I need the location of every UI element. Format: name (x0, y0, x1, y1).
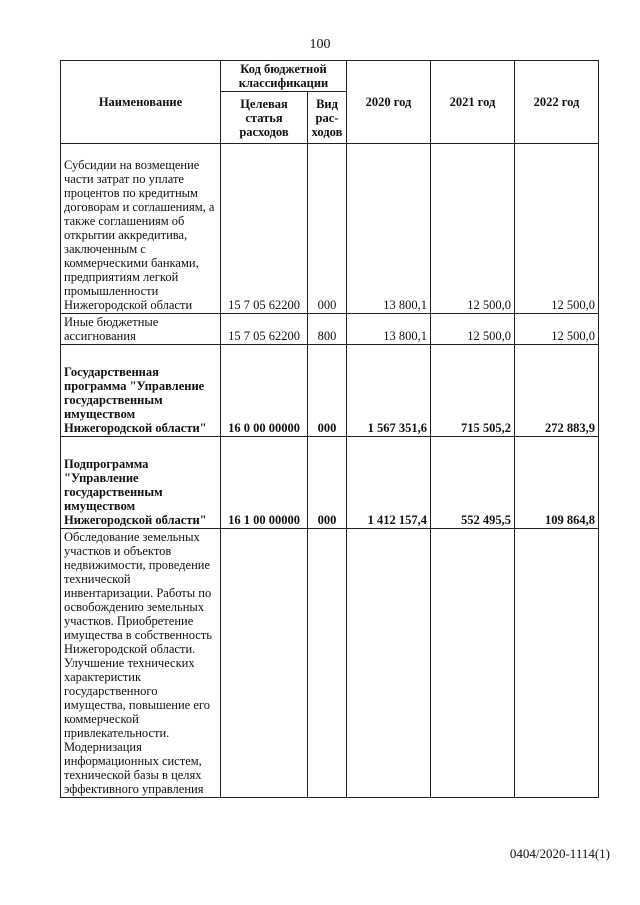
row-expense-type (308, 529, 347, 798)
row-expense-type: 800 (308, 314, 347, 345)
row-value-2022: 12 500,0 (515, 314, 599, 345)
page-number: 100 (309, 37, 331, 52)
row-value-2021: 12 500,0 (431, 314, 515, 345)
row-value-2020: 1 567 351,6 (347, 345, 431, 437)
header-expense-type: Вид рас-ходов (308, 92, 347, 144)
row-value-2020: 13 800,1 (347, 314, 431, 345)
table-row (61, 345, 599, 437)
header-name: Наименование (61, 61, 221, 144)
row-target-code (221, 529, 308, 798)
header-year-2021: 2021 год (431, 61, 515, 144)
row-value-2022: 12 500,0 (515, 144, 599, 314)
header-code-group: Код бюджетной классификации (221, 61, 347, 92)
row-target-code: 15 7 05 62200 (221, 144, 308, 314)
table-row (61, 529, 599, 798)
row-name: Иные бюджетные ассигнования (61, 314, 221, 345)
budget-table (60, 60, 599, 798)
row-value-2021 (431, 529, 515, 798)
row-target-code: 16 1 00 00000 (221, 437, 308, 529)
table-row (61, 144, 599, 314)
document-code: 0404/2020-1114(1) (509, 846, 610, 861)
row-expense-type: 000 (308, 437, 347, 529)
row-value-2021: 715 505,2 (431, 345, 515, 437)
row-expense-type: 000 (308, 345, 347, 437)
table-row (61, 437, 599, 529)
row-value-2022: 109 864,8 (515, 437, 599, 529)
row-value-2022: 272 883,9 (515, 345, 599, 437)
header-year-2020: 2020 год (347, 61, 431, 144)
row-value-2021: 552 495,5 (431, 437, 515, 529)
header-target-article: Целевая статья расходов (221, 92, 308, 144)
row-value-2021: 12 500,0 (431, 144, 515, 314)
row-name: Государственная программа "Управление государственным имуществом Нижегородской области" (61, 345, 221, 437)
row-value-2020: 1 412 157,4 (347, 437, 431, 529)
row-name: Подпрограмма "Управление государственным имуществом Нижегородской области" (61, 437, 221, 529)
row-expense-type: 000 (308, 144, 347, 314)
row-name: Субсидии на возмещение части затрат по уплате процентов по кредитным договорам и соглашениям, а также соглашениям об открытии аккредитива, заключенным с коммерческими банками, предприятиям легкой промышленности Нижегородской области (61, 144, 221, 314)
row-value-2020: 13 800,1 (347, 144, 431, 314)
row-target-code: 16 0 00 00000 (221, 345, 308, 437)
row-value-2022 (515, 529, 599, 798)
row-value-2020 (347, 529, 431, 798)
header-year-2022: 2022 год (515, 61, 599, 144)
table-row (61, 314, 599, 345)
row-name: Обследование земельных участков и объектов недвижимости, проведение технической инвентаризации. Работы по освобождению земельных участков. Приобретение имущества в собственность Нижегородской области. Улучшение технических характеристик государственного имущества, повышение его коммерческой привлекательности. Модернизация информационных систем, технической базы в целях эффективного управления (61, 529, 221, 798)
row-target-code: 15 7 05 62200 (221, 314, 308, 345)
